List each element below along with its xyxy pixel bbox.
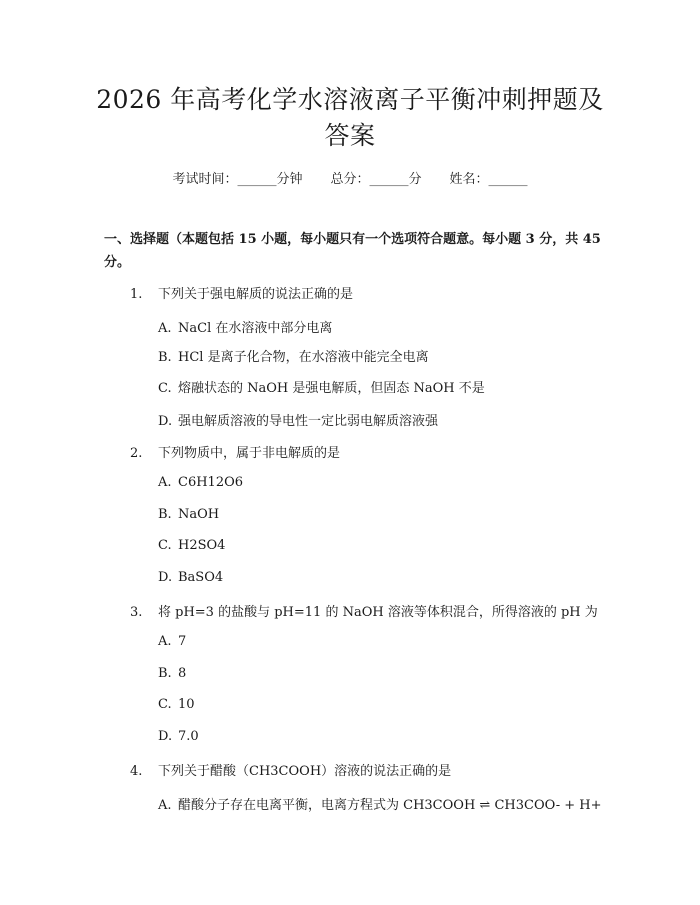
total-score-field: 总分：______分 — [330, 172, 422, 187]
name-field: 姓名：______ — [449, 172, 528, 187]
question-text: 下列物质中，属于非电解质的是 — [158, 446, 341, 461]
question-1-option-b — [158, 346, 429, 365]
option-text: H2SO4 — [178, 538, 226, 553]
question-number: 4. — [130, 764, 143, 779]
option-text: 10 — [178, 697, 195, 712]
question-2-option-b — [158, 507, 219, 522]
option-letter: A. — [158, 798, 172, 813]
question-4 — [130, 760, 451, 779]
question-3-option-a — [158, 634, 186, 649]
question-3 — [130, 601, 598, 620]
question-2 — [130, 442, 340, 461]
option-text: C6H12O6 — [178, 475, 244, 490]
option-letter: B. — [158, 507, 172, 522]
question-number: 1. — [130, 287, 143, 302]
title-line-2: 答案 — [324, 121, 376, 150]
option-letter: D. — [158, 729, 173, 744]
option-letter: C. — [158, 381, 172, 396]
question-3-option-c — [158, 697, 195, 712]
option-text: HCl 是离子化合物，在水溶液中能完全电离 — [178, 350, 429, 365]
question-3-option-d — [158, 729, 199, 744]
option-letter: C. — [158, 538, 172, 553]
option-text: NaOH — [178, 507, 220, 522]
option-letter: D. — [158, 414, 173, 429]
question-2-option-c — [158, 538, 225, 553]
question-1-option-d — [158, 410, 438, 429]
option-letter: B. — [158, 666, 172, 681]
option-letter: B. — [158, 350, 172, 365]
question-4-option-a — [158, 794, 602, 813]
question-2-option-d — [158, 570, 223, 585]
option-letter: A. — [158, 634, 172, 649]
document-title — [80, 82, 620, 154]
question-1-option-a — [158, 317, 332, 336]
option-text: 醋酸分子存在电离平衡，电离方程式为 CH3COOH ⇌ CH3COO- + H+ — [178, 798, 602, 813]
option-text: 熔融状态的 NaOH 是强电解质，但固态 NaOH 不是 — [178, 381, 485, 396]
option-letter: A. — [158, 321, 172, 336]
question-number: 2. — [130, 446, 143, 461]
option-text: 7.0 — [178, 729, 199, 744]
option-text: 8 — [178, 666, 187, 681]
option-letter: A. — [158, 475, 172, 490]
option-letter: D. — [158, 570, 173, 585]
option-letter: C. — [158, 697, 172, 712]
option-text: BaSO4 — [178, 570, 224, 585]
title-line-1: 2026 年高考化学水溶液离子平衡冲刺押题及 — [96, 85, 604, 114]
option-text: NaCl 在水溶液中部分电离 — [178, 321, 333, 336]
option-text: 7 — [178, 634, 187, 649]
question-1-option-c — [158, 377, 485, 396]
exam-meta-row — [0, 168, 700, 187]
exam-time-field: 考试时间：______分钟 — [172, 172, 303, 187]
question-text: 将 pH=3 的盐酸与 pH=11 的 NaOH 溶液等体积混合，所得溶液的 pH 为 — [158, 605, 598, 620]
question-number: 3. — [130, 605, 143, 620]
question-text: 下列关于强电解质的说法正确的是 — [158, 287, 354, 302]
option-text: 强电解质溶液的导电性一定比弱电解质溶液强 — [178, 414, 439, 429]
question-1 — [130, 283, 353, 302]
question-2-option-a — [158, 475, 243, 490]
question-3-option-b — [158, 666, 186, 681]
question-text: 下列关于醋酸（CH3COOH）溶液的说法正确的是 — [158, 764, 452, 779]
section-heading: 一、选择题（本题包括 15 小题，每小题只有一个选项符合题意。每小题 3 分，共 45 分。 — [104, 232, 601, 270]
